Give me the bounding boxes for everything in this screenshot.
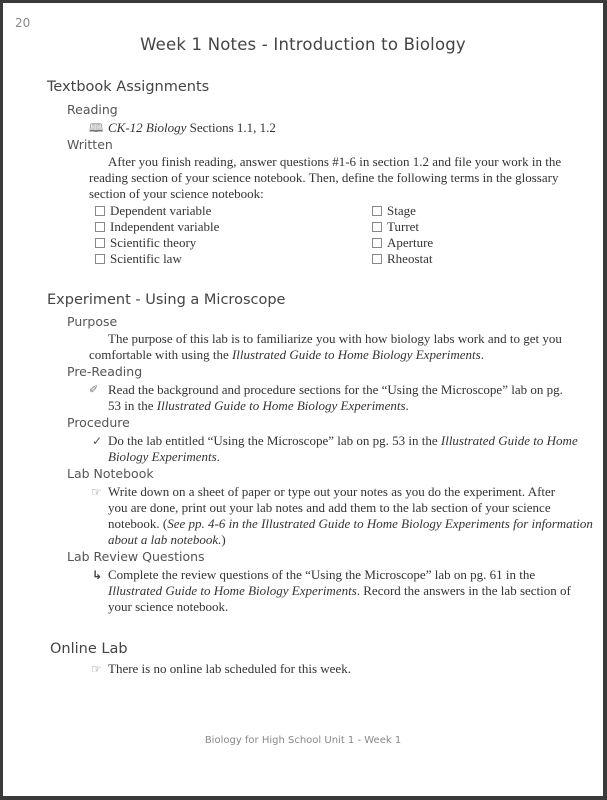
online-lab-heading: Online Lab	[50, 641, 128, 657]
reading-assignment: CK-12 Biology Sections 1.1, 1.2	[108, 120, 276, 135]
procedure-label: Procedure	[67, 415, 130, 430]
notebook-line-1: Write down on a sheet of paper or type out your notes as you do the experiment. After	[108, 484, 556, 499]
checkbox-icon[interactable]	[372, 254, 382, 264]
term-checkbox[interactable]: Scientific theory	[95, 235, 196, 251]
checkbox-icon[interactable]	[95, 206, 105, 216]
pointing-hand-icon: ☞	[91, 662, 102, 676]
purpose-line-1: The purpose of this lab is to familiarize you with how biology labs work and to get you	[108, 331, 562, 346]
notebook-line-2: you are done, print out your lab notes and add them to the lab section of your science	[108, 500, 551, 515]
purpose-line-2: comfortable with using the Illustrated Guide to Home Biology Experiments.	[89, 347, 484, 362]
pen-icon: ✐	[89, 383, 99, 396]
checkbox-icon[interactable]	[95, 254, 105, 264]
review-mark-icon: ↳	[92, 568, 103, 582]
textbook-heading: Textbook Assignments	[47, 79, 210, 95]
check-icon: ✓	[92, 434, 103, 448]
checkbox-icon[interactable]	[95, 222, 105, 232]
written-line-3: section of your science notebook:	[89, 186, 264, 201]
review-line-3: your science notebook.	[108, 599, 229, 614]
written-line-1: After you finish reading, answer questions #1-6 in section 1.2 and file your work in the	[108, 154, 562, 169]
page-footer: Biology for High School Unit 1 - Week 1	[204, 735, 402, 746]
book-icon: 🕮	[89, 121, 104, 135]
term-checkbox[interactable]: Aperture	[372, 235, 433, 251]
term-checkbox[interactable]: Turret	[372, 219, 419, 235]
checkbox-icon[interactable]	[372, 238, 382, 248]
written-line-2: reading section of your science notebook. Then, define the following terms in the glossary	[89, 170, 559, 185]
lab-notebook-label: Lab Notebook	[67, 466, 154, 481]
reading-label: Reading	[67, 102, 118, 117]
page-title: Week 1 Notes - Introduction to Biology	[140, 35, 466, 54]
term-checkbox[interactable]: Stage	[372, 203, 416, 219]
term-checkbox[interactable]: Dependent variable	[95, 203, 211, 219]
term-checkbox[interactable]: Independent variable	[95, 219, 219, 235]
prereading-label: Pre-Reading	[67, 364, 143, 379]
term-checkbox[interactable]: Scientific law	[95, 251, 182, 267]
written-label: Written	[67, 137, 113, 152]
procedure-line-1: Do the lab entitled “Using the Microscope” lab on pg. 53 in the Illustrated Guide to Home	[108, 433, 578, 448]
procedure-line-2: Biology Experiments.	[108, 449, 220, 464]
prereading-line-1: Read the background and procedure sections for the “Using the Microscope” lab on pg.	[108, 382, 563, 397]
checkbox-icon[interactable]	[95, 238, 105, 248]
notebook-line-3: notebook. (See pp. 4-6 in the Illustrated Guide to Home Biology Experiments for information	[108, 516, 593, 531]
online-lab-line: There is no online lab scheduled for this week.	[108, 661, 351, 676]
experiment-heading: Experiment - Using a Microscope	[47, 292, 286, 308]
checkbox-icon[interactable]	[372, 206, 382, 216]
notebook-line-4: about a lab notebook.)	[108, 532, 226, 547]
purpose-label: Purpose	[67, 314, 118, 329]
review-line-2: Illustrated Guide to Home Biology Experiments. Record the answers in the lab section of	[108, 583, 571, 598]
page	[3, 3, 603, 796]
page-number: 20	[15, 16, 31, 30]
lab-review-label: Lab Review Questions	[67, 549, 205, 564]
prereading-line-2: 53 in the Illustrated Guide to Home Biology Experiments.	[108, 398, 409, 413]
review-line-1: Complete the review questions of the “Using the Microscope” lab on pg. 61 in the	[108, 567, 536, 582]
pointing-hand-icon: ☞	[91, 485, 102, 499]
checkbox-icon[interactable]	[372, 222, 382, 232]
term-checkbox[interactable]: Rheostat	[372, 251, 433, 267]
